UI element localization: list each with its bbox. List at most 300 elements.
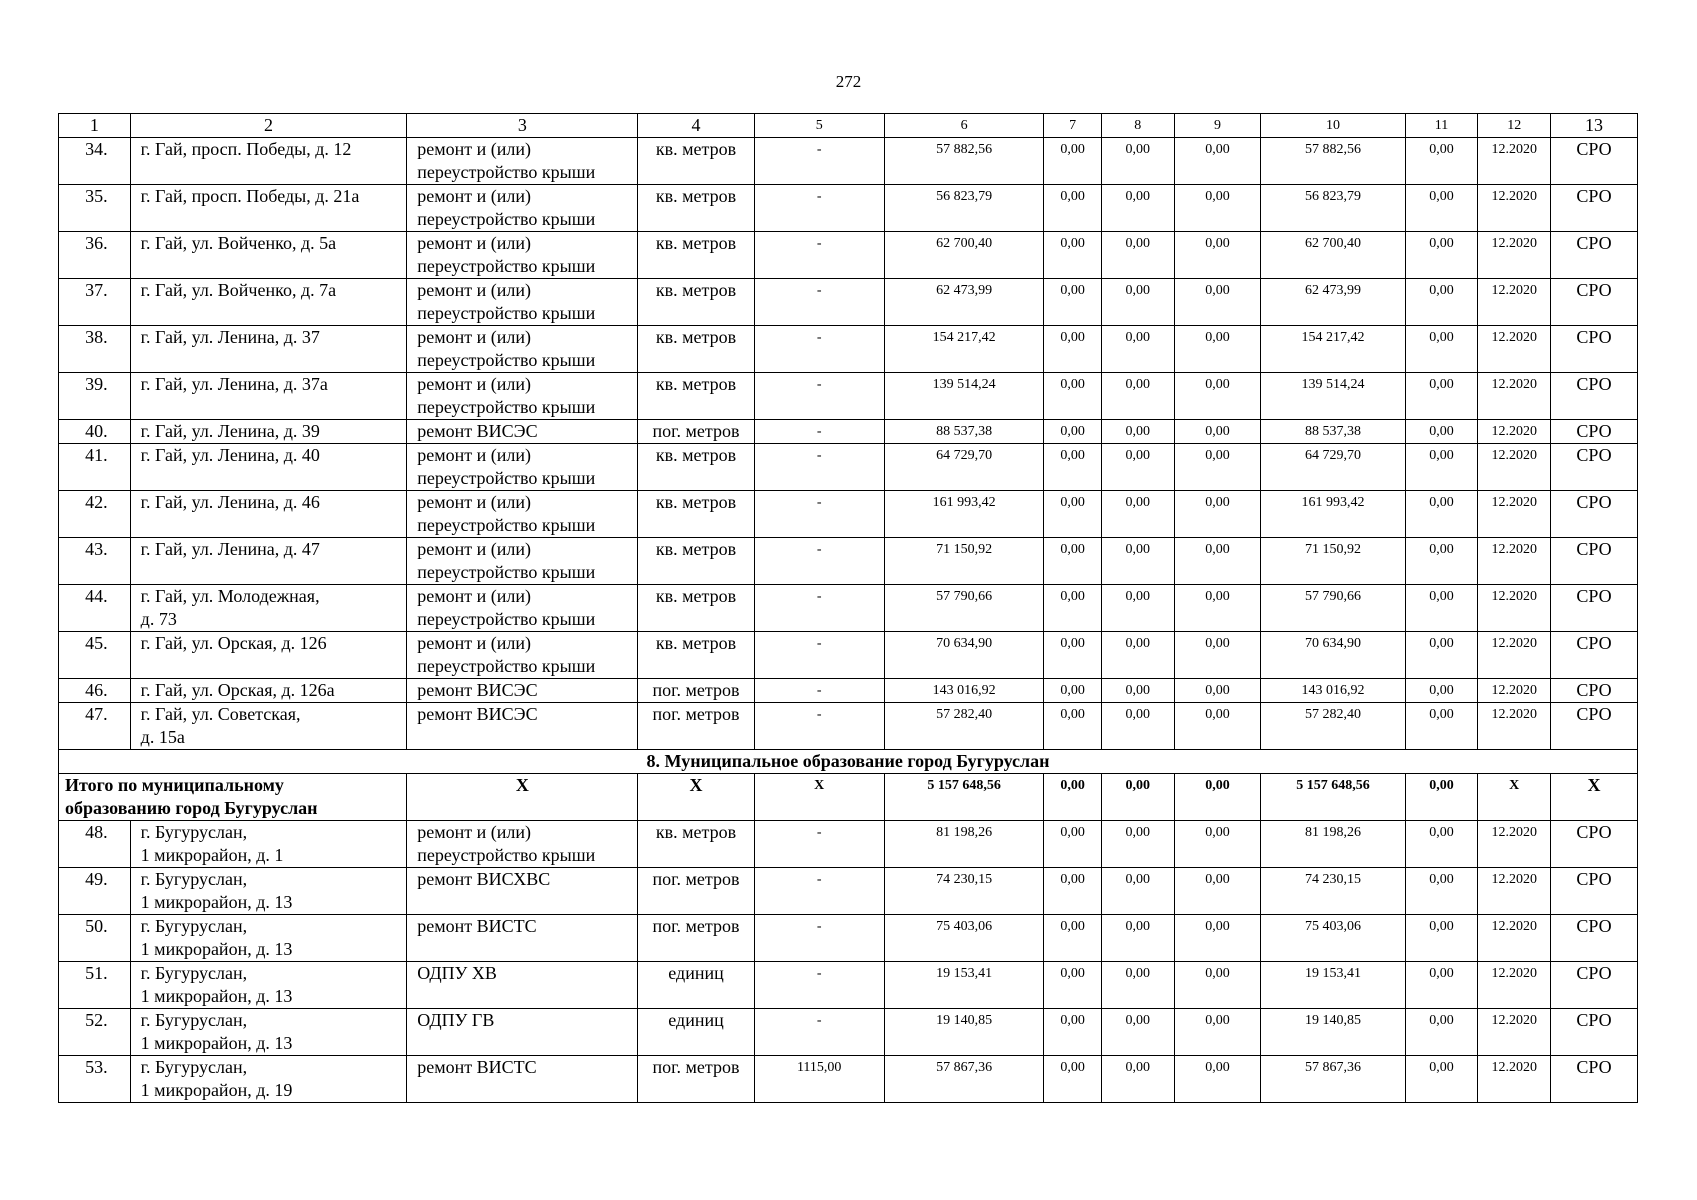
cost-cell: 0,00 [1174,868,1261,915]
deadline-cell: 12.2020 [1478,491,1551,538]
cost-cell: 0,00 [1174,232,1261,279]
method-cell: СРО [1551,232,1638,279]
cost-total-cell: 57 882,56 [884,138,1044,185]
deadline-cell: 12.2020 [1478,915,1551,962]
work-type-cell [407,632,638,679]
cost-total-cell: 57 790,66 [884,585,1044,632]
row-number: 48. [59,821,131,868]
cost-cell: 0,00 [1044,326,1102,373]
total-cell: 0,00 [1405,774,1478,821]
table-row [59,185,1638,232]
cost-total-cell: 71 150,92 [884,538,1044,585]
address-line: 1 микрорайон, д. 13 [140,892,293,912]
total-label [59,774,407,821]
cost-fund-cell: 143 016,92 [1261,679,1405,703]
unit-cell: кв. метров [638,585,754,632]
col-number: 9 [1174,114,1261,138]
cost-cell: 0,00 [1101,420,1174,444]
address-cell [130,703,407,750]
total-cell: 5 157 648,56 [884,774,1044,821]
row-number: 47. [59,703,131,750]
cost-cell: 0,00 [1174,703,1261,750]
cost-cell: 0,00 [1044,1009,1102,1056]
cost-cell: 0,00 [1101,821,1174,868]
work-type-line: переустройство крыши [417,515,596,535]
method-cell: СРО [1551,326,1638,373]
col-number: 4 [638,114,754,138]
cost-cell: 0,00 [1174,444,1261,491]
table-row [59,420,1638,444]
address-line: г. Бугуруслан, [140,916,248,936]
address-cell [130,679,407,703]
cost-total-cell: 75 403,06 [884,915,1044,962]
address-line: г. Гай, ул. Войченко, д. 5а [140,233,337,253]
deadline-cell: 12.2020 [1478,138,1551,185]
deadline-cell: 12.2020 [1478,232,1551,279]
work-type-cell [407,420,638,444]
total-cell: Х [754,774,884,821]
cost-cell: 0,00 [1174,1056,1261,1103]
row-number: 39. [59,373,131,420]
work-type-cell [407,679,638,703]
col-number: 3 [407,114,638,138]
cost-cell: 0,00 [1174,632,1261,679]
address-line: г. Гай, ул. Ленина, д. 37 [140,327,320,347]
table-row [59,703,1638,750]
cost-cell: 0,00 [1044,538,1102,585]
cost-cell: 0,00 [1101,538,1174,585]
cost-cell: 0,00 [1044,868,1102,915]
volume-cell: - [754,915,884,962]
row-number: 44. [59,585,131,632]
row-number: 49. [59,868,131,915]
deadline-cell: 12.2020 [1478,326,1551,373]
deadline-cell: 12.2020 [1478,444,1551,491]
cost-cell: 0,00 [1405,279,1478,326]
row-number: 41. [59,444,131,491]
cost-total-cell: 74 230,15 [884,868,1044,915]
column-number-row [59,114,1638,138]
table-row [59,1056,1638,1103]
volume-cell: - [754,1009,884,1056]
address-line: г. Гай, ул. Орская, д. 126а [140,680,335,700]
method-cell: СРО [1551,138,1638,185]
work-type-line: ремонт и (или) [417,633,532,653]
col-number: 6 [884,114,1044,138]
address-cell [130,420,407,444]
row-number: 36. [59,232,131,279]
deadline-cell: 12.2020 [1478,420,1551,444]
section-row [59,750,1638,774]
work-type-cell [407,1009,638,1056]
cost-total-cell: 19 140,85 [884,1009,1044,1056]
cost-cell: 0,00 [1044,1056,1102,1103]
cost-cell: 0,00 [1044,632,1102,679]
cost-fund-cell: 19 153,41 [1261,962,1405,1009]
address-cell [130,821,407,868]
method-cell: СРО [1551,1056,1638,1103]
cost-cell: 0,00 [1405,585,1478,632]
method-cell: СРО [1551,538,1638,585]
address-line: д. 15а [140,727,185,747]
total-cell: Х [638,774,754,821]
cost-fund-cell: 19 140,85 [1261,1009,1405,1056]
cost-cell: 0,00 [1174,679,1261,703]
deadline-cell: 12.2020 [1478,538,1551,585]
address-line: г. Гай, ул. Ленина, д. 40 [140,445,320,465]
cost-total-cell: 57 867,36 [884,1056,1044,1103]
cost-total-cell: 81 198,26 [884,821,1044,868]
cost-cell: 0,00 [1405,1009,1478,1056]
work-type-cell [407,232,638,279]
section-title: 8. Муниципальное образование город Бугуруслан [59,750,1638,774]
row-number: 42. [59,491,131,538]
cost-total-cell: 70 634,90 [884,632,1044,679]
method-cell: СРО [1551,821,1638,868]
address-cell [130,962,407,1009]
unit-cell: пог. метров [638,868,754,915]
cost-cell: 0,00 [1101,962,1174,1009]
total-cell: 0,00 [1101,774,1174,821]
address-line: 1 микрорайон, д. 13 [140,986,293,1006]
method-cell: СРО [1551,279,1638,326]
method-cell: СРО [1551,1009,1638,1056]
work-type-cell [407,185,638,232]
cost-cell: 0,00 [1101,585,1174,632]
address-line: 1 микрорайон, д. 1 [140,845,284,865]
cost-cell: 0,00 [1044,138,1102,185]
cost-cell: 0,00 [1101,326,1174,373]
cost-cell: 0,00 [1405,538,1478,585]
unit-cell: кв. метров [638,821,754,868]
cost-cell: 0,00 [1044,279,1102,326]
cost-cell: 0,00 [1405,1056,1478,1103]
work-type-line: ремонт и (или) [417,186,532,206]
method-cell: СРО [1551,420,1638,444]
table-row [59,632,1638,679]
table-row [59,232,1638,279]
row-number: 52. [59,1009,131,1056]
row-number: 46. [59,679,131,703]
work-type-line: переустройство крыши [417,845,596,865]
cost-cell: 0,00 [1174,962,1261,1009]
volume-cell: - [754,444,884,491]
cost-total-cell: 154 217,42 [884,326,1044,373]
cost-total-cell: 161 993,42 [884,491,1044,538]
work-type-line: ремонт и (или) [417,139,532,159]
work-type-line: переустройство крыши [417,303,596,323]
work-type-line: ремонт ВИСЭС [417,421,538,441]
unit-cell: кв. метров [638,232,754,279]
cost-cell: 0,00 [1044,373,1102,420]
work-type-line: ремонт и (или) [417,233,532,253]
cost-fund-cell: 71 150,92 [1261,538,1405,585]
table-row [59,491,1638,538]
cost-fund-cell: 75 403,06 [1261,915,1405,962]
work-type-line: ремонт и (или) [417,374,532,394]
cost-cell: 0,00 [1405,138,1478,185]
unit-cell: кв. метров [638,491,754,538]
col-number: 1 [59,114,131,138]
volume-cell: - [754,679,884,703]
cost-cell: 0,00 [1174,915,1261,962]
cost-cell: 0,00 [1174,1009,1261,1056]
deadline-cell: 12.2020 [1478,962,1551,1009]
cost-cell: 0,00 [1044,703,1102,750]
address-line: г. Бугуруслан, [140,822,248,842]
table-row [59,1009,1638,1056]
address-line: г. Бугуруслан, [140,869,248,889]
address-line: г. Гай, ул. Советская, [140,704,301,724]
address-cell [130,585,407,632]
work-type-line: переустройство крыши [417,162,596,182]
cost-cell: 0,00 [1174,373,1261,420]
page-number: 272 [835,72,862,91]
cost-cell: 0,00 [1044,185,1102,232]
address-line: г. Гай, ул. Орская, д. 126 [140,633,327,653]
address-cell [130,232,407,279]
address-cell [130,185,407,232]
address-line: г. Гай, ул. Ленина, д. 39 [140,421,320,441]
work-type-line: ремонт и (или) [417,492,532,512]
cost-cell: 0,00 [1405,679,1478,703]
rows-buguruslan [59,821,1638,1103]
work-type-line: переустройство крыши [417,609,596,629]
address-line: 1 микрорайон, д. 13 [140,939,293,959]
address-line: 1 микрорайон, д. 19 [140,1080,293,1100]
address-line: г. Бугуруслан, [140,963,248,983]
address-line: г. Гай, просп. Победы, д. 21а [140,186,360,206]
col-number: 2 [130,114,407,138]
deadline-cell: 12.2020 [1478,373,1551,420]
work-type-line: ремонт и (или) [417,586,532,606]
work-type-cell [407,868,638,915]
work-type-line: ремонт и (или) [417,280,532,300]
cost-fund-cell: 57 867,36 [1261,1056,1405,1103]
address-cell [130,915,407,962]
deadline-cell: 12.2020 [1478,185,1551,232]
deadline-cell: 12.2020 [1478,1056,1551,1103]
table-row [59,868,1638,915]
cost-total-cell: 19 153,41 [884,962,1044,1009]
method-cell: СРО [1551,915,1638,962]
address-cell [130,1056,407,1103]
method-cell: СРО [1551,585,1638,632]
col-number: 11 [1405,114,1478,138]
volume-cell: - [754,868,884,915]
cost-cell: 0,00 [1405,491,1478,538]
volume-cell: - [754,232,884,279]
row-number: 40. [59,420,131,444]
method-cell: СРО [1551,373,1638,420]
row-number: 43. [59,538,131,585]
address-cell [130,632,407,679]
row-number: 35. [59,185,131,232]
total-cell: Х [1478,774,1551,821]
work-type-line: переустройство крыши [417,562,596,582]
address-line: г. Гай, ул. Войченко, д. 7а [140,280,337,300]
address-line: 1 микрорайон, д. 13 [140,1033,293,1053]
cost-total-cell: 88 537,38 [884,420,1044,444]
table-row [59,138,1638,185]
work-type-line: переустройство крыши [417,397,596,417]
cost-cell: 0,00 [1101,232,1174,279]
table-row [59,373,1638,420]
unit-cell: пог. метров [638,703,754,750]
work-type-line: ремонт ВИСЭС [417,704,538,724]
total-cell: Х [1551,774,1638,821]
cost-total-cell: 57 282,40 [884,703,1044,750]
cost-cell: 0,00 [1405,915,1478,962]
address-cell [130,373,407,420]
col-number: 7 [1044,114,1102,138]
cost-cell: 0,00 [1405,420,1478,444]
deadline-cell: 12.2020 [1478,632,1551,679]
cost-cell: 0,00 [1405,444,1478,491]
cost-cell: 0,00 [1101,1056,1174,1103]
cost-fund-cell: 88 537,38 [1261,420,1405,444]
cost-fund-cell: 57 790,66 [1261,585,1405,632]
volume-cell: - [754,138,884,185]
cost-cell: 0,00 [1044,420,1102,444]
cost-cell: 0,00 [1101,491,1174,538]
cost-cell: 0,00 [1044,821,1102,868]
work-type-line: ремонт ВИСТС [417,1057,537,1077]
total-row [59,774,1638,821]
cost-cell: 0,00 [1044,491,1102,538]
row-number: 51. [59,962,131,1009]
deadline-cell: 12.2020 [1478,279,1551,326]
work-type-cell [407,279,638,326]
row-number: 37. [59,279,131,326]
volume-cell: - [754,821,884,868]
row-number: 38. [59,326,131,373]
volume-cell: - [754,962,884,1009]
cost-fund-cell: 161 993,42 [1261,491,1405,538]
col-number: 13 [1551,114,1638,138]
work-type-cell [407,915,638,962]
work-type-cell [407,326,638,373]
cost-cell: 0,00 [1044,915,1102,962]
work-type-cell [407,138,638,185]
cost-total-cell: 64 729,70 [884,444,1044,491]
table-row [59,679,1638,703]
volume-cell: - [754,538,884,585]
cost-cell: 0,00 [1101,373,1174,420]
table-row [59,279,1638,326]
work-type-cell [407,444,638,491]
total-label-line: Итого по муниципальному [65,775,284,795]
row-number: 50. [59,915,131,962]
repair-program-table [58,113,1638,1103]
unit-cell: пог. метров [638,420,754,444]
cost-cell: 0,00 [1405,703,1478,750]
cost-cell: 0,00 [1405,962,1478,1009]
cost-cell: 0,00 [1405,373,1478,420]
volume-cell: - [754,373,884,420]
volume-cell: 1115,00 [754,1056,884,1103]
volume-cell: - [754,185,884,232]
cost-total-cell: 62 473,99 [884,279,1044,326]
volume-cell: - [754,326,884,373]
cost-cell: 0,00 [1174,185,1261,232]
work-type-cell [407,962,638,1009]
deadline-cell: 12.2020 [1478,703,1551,750]
volume-cell: - [754,632,884,679]
cost-cell: 0,00 [1101,1009,1174,1056]
work-type-cell [407,703,638,750]
cost-cell: 0,00 [1174,585,1261,632]
method-cell: СРО [1551,868,1638,915]
col-number: 10 [1261,114,1405,138]
cost-fund-cell: 70 634,90 [1261,632,1405,679]
deadline-cell: 12.2020 [1478,585,1551,632]
address-cell [130,868,407,915]
work-type-cell [407,491,638,538]
work-type-line: ОДПУ ГВ [417,1010,495,1030]
unit-cell: пог. метров [638,679,754,703]
unit-cell: кв. метров [638,326,754,373]
cost-fund-cell: 154 217,42 [1261,326,1405,373]
cost-cell: 0,00 [1174,821,1261,868]
work-type-cell [407,585,638,632]
cost-fund-cell: 64 729,70 [1261,444,1405,491]
cost-fund-cell: 139 514,24 [1261,373,1405,420]
col-number: 8 [1101,114,1174,138]
volume-cell: - [754,420,884,444]
total-label-line: образованию город Бугуруслан [65,798,318,818]
cost-fund-cell: 62 473,99 [1261,279,1405,326]
address-cell [130,279,407,326]
cost-cell: 0,00 [1405,821,1478,868]
method-cell: СРО [1551,962,1638,1009]
address-line: г. Бугуруслан, [140,1010,248,1030]
work-type-line: переустройство крыши [417,256,596,276]
work-type-line: переустройство крыши [417,656,596,676]
table-row [59,821,1638,868]
total-cell: 5 157 648,56 [1261,774,1405,821]
work-type-cell [407,538,638,585]
cost-cell: 0,00 [1174,491,1261,538]
address-line: г. Гай, ул. Ленина, д. 46 [140,492,320,512]
cost-cell: 0,00 [1101,632,1174,679]
cost-total-cell: 143 016,92 [884,679,1044,703]
work-type-line: ремонт ВИСТС [417,916,537,936]
unit-cell: кв. метров [638,185,754,232]
address-cell [130,444,407,491]
work-type-line: переустройство крыши [417,209,596,229]
unit-cell: пог. метров [638,915,754,962]
address-cell [130,326,407,373]
table-row [59,915,1638,962]
unit-cell: кв. метров [638,138,754,185]
method-cell: СРО [1551,491,1638,538]
work-type-line: ремонт и (или) [417,539,532,559]
cost-cell: 0,00 [1101,703,1174,750]
work-type-line: ремонт и (или) [417,822,532,842]
method-cell: СРО [1551,679,1638,703]
cost-cell: 0,00 [1101,444,1174,491]
address-line: г. Гай, просп. Победы, д. 12 [140,139,352,159]
cost-fund-cell: 81 198,26 [1261,821,1405,868]
work-type-line: ремонт и (или) [417,445,532,465]
cost-total-cell: 139 514,24 [884,373,1044,420]
deadline-cell: 12.2020 [1478,868,1551,915]
deadline-cell: 12.2020 [1478,1009,1551,1056]
cost-cell: 0,00 [1405,232,1478,279]
address-cell [130,1009,407,1056]
cost-cell: 0,00 [1174,420,1261,444]
